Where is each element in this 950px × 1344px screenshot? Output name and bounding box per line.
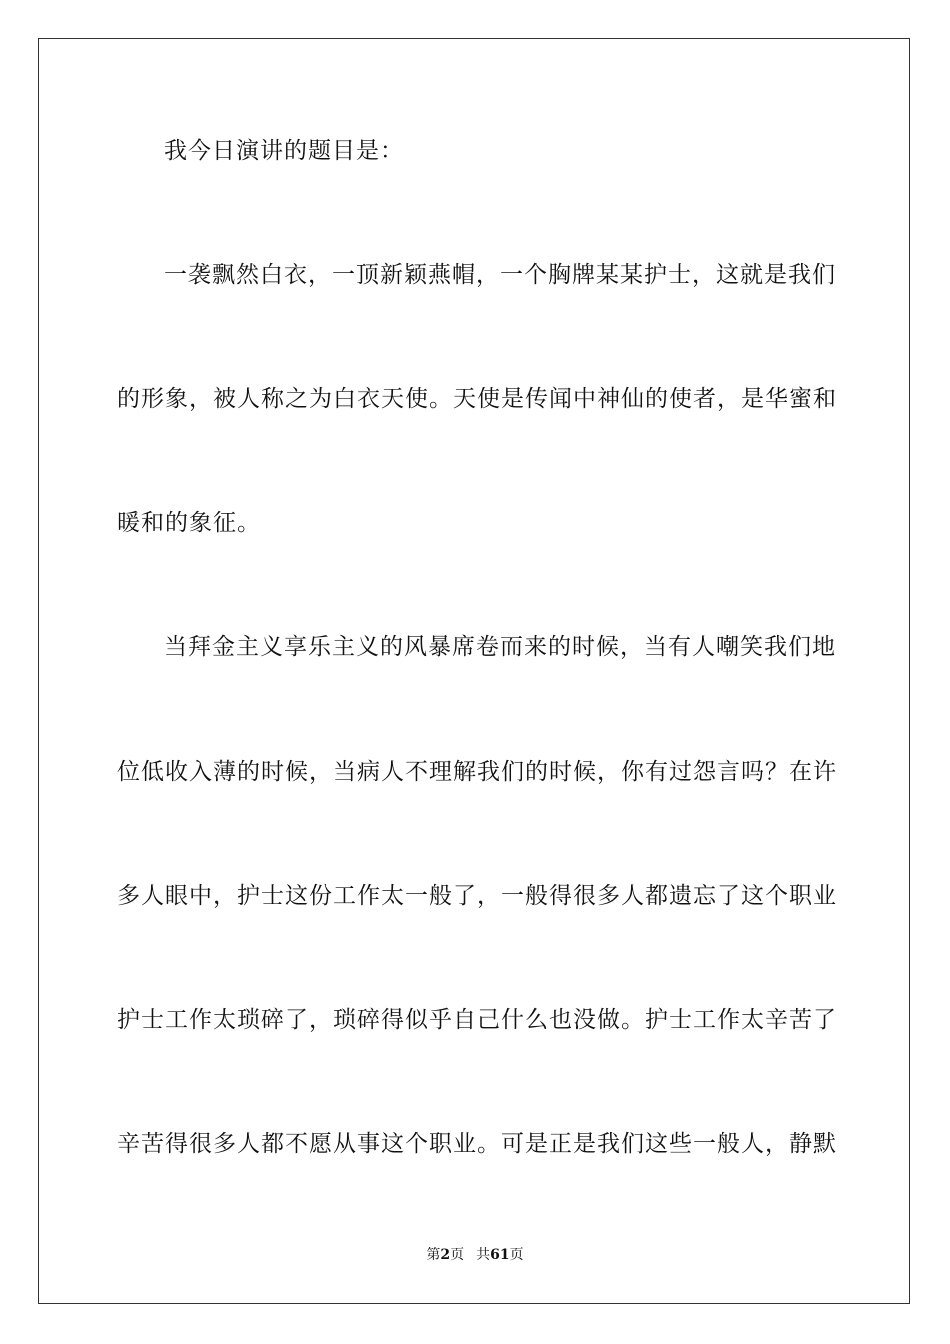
page-border [38,38,910,1304]
paragraph-line: 护士工作太琐碎了，琐碎得似乎自己什么也没做。护士工作太辛苦了 [117,1007,837,1033]
paragraph-line: 我今日演讲的题目是： [164,138,404,164]
paragraph-line: 一袭飘然白衣，一顶新颖燕帽，一个胸牌某某护士，这就是我们 [164,262,836,288]
page-prefix: 第 [426,1247,441,1263]
page-footer [0,1245,950,1265]
paragraph-line: 位低收入薄的时候，当病人不理解我们的时候，你有过怨言吗？在许 [117,759,837,785]
total-suffix: 页 [509,1247,524,1263]
paragraph-line: 多人眼中，护士这份工作太一般了，一般得很多人都遗忘了这个职业 [117,883,837,909]
page-suffix: 页 [450,1247,465,1263]
total-prefix: 共 [476,1247,491,1263]
total-pages: 61 [490,1247,510,1263]
page-number: 2 [440,1247,451,1263]
paragraph-line: 暖和的象征。 [117,510,261,536]
paragraph-line: 辛苦得很多人都不愿从事这个职业。可是正是我们这些一般人，静默 [117,1131,837,1157]
paragraph-line: 当拜金主义享乐主义的风暴席卷而来的时候，当有人嘲笑我们地 [164,634,836,660]
paragraph-line: 的形象，被人称之为白衣天使。天使是传闻中神仙的使者，是华蜜和 [117,386,837,412]
